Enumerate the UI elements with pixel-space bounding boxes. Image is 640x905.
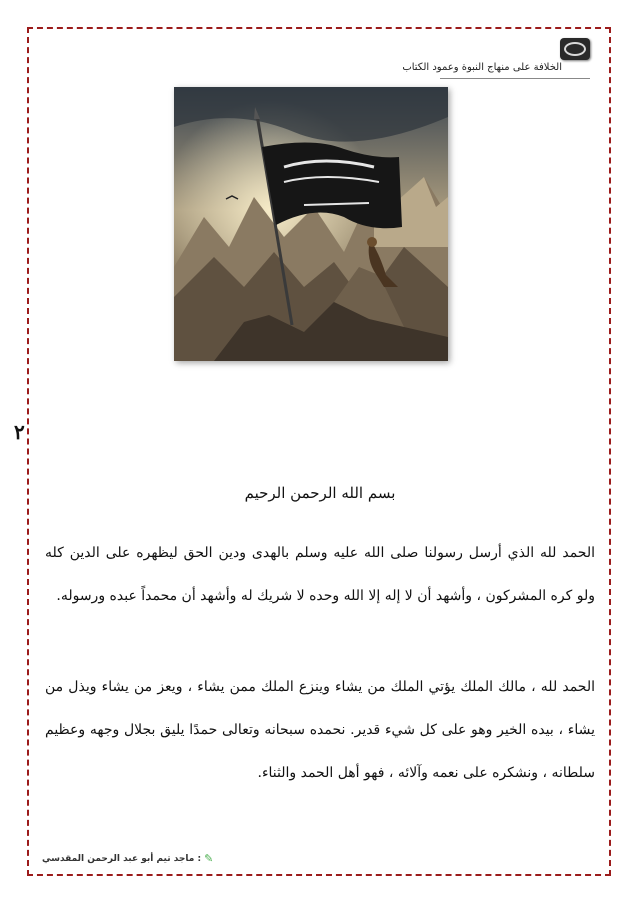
basmala: بسم الله الرحمن الرحيم xyxy=(244,484,396,502)
author-name: : ماجد تيم أبو عبد الرحمن المقدسي xyxy=(42,853,202,864)
header-divider xyxy=(440,78,590,79)
book-logo-icon xyxy=(560,38,590,60)
footer-author xyxy=(42,852,213,865)
header-title: الخلافة على منهاج النبوة وعمود الكتاب xyxy=(402,62,562,73)
page-number: ٢ xyxy=(14,420,25,444)
hero-image xyxy=(174,87,448,361)
paragraph-2: الحمد لله ، مالك الملك يؤتي الملك من يشاء وينزع الملك ممن يشاء ، ويعز من يشاء ويذل من يشاء ، بيده الخير وهو على كل شيء قدير. نحمده سبحانه وتعالى حمدًا يليق بجلال وجهه وعظيم سلطانه ، ونشكره على نعمه وآلائه ، فهو أهل الحمد والثناء. xyxy=(45,679,595,781)
pen-icon: ✎ xyxy=(204,852,214,865)
paragraph-1: الحمد لله الذي أرسل رسولنا صلى الله عليه وسلم بالهدى ودين الحق ليظهره على الدين كله ولو كره المشركون ، وأشهد أن لا إله إلا الله وحده لا شريك له وأشهد أن محمداً عبده ورسوله. xyxy=(45,545,595,604)
